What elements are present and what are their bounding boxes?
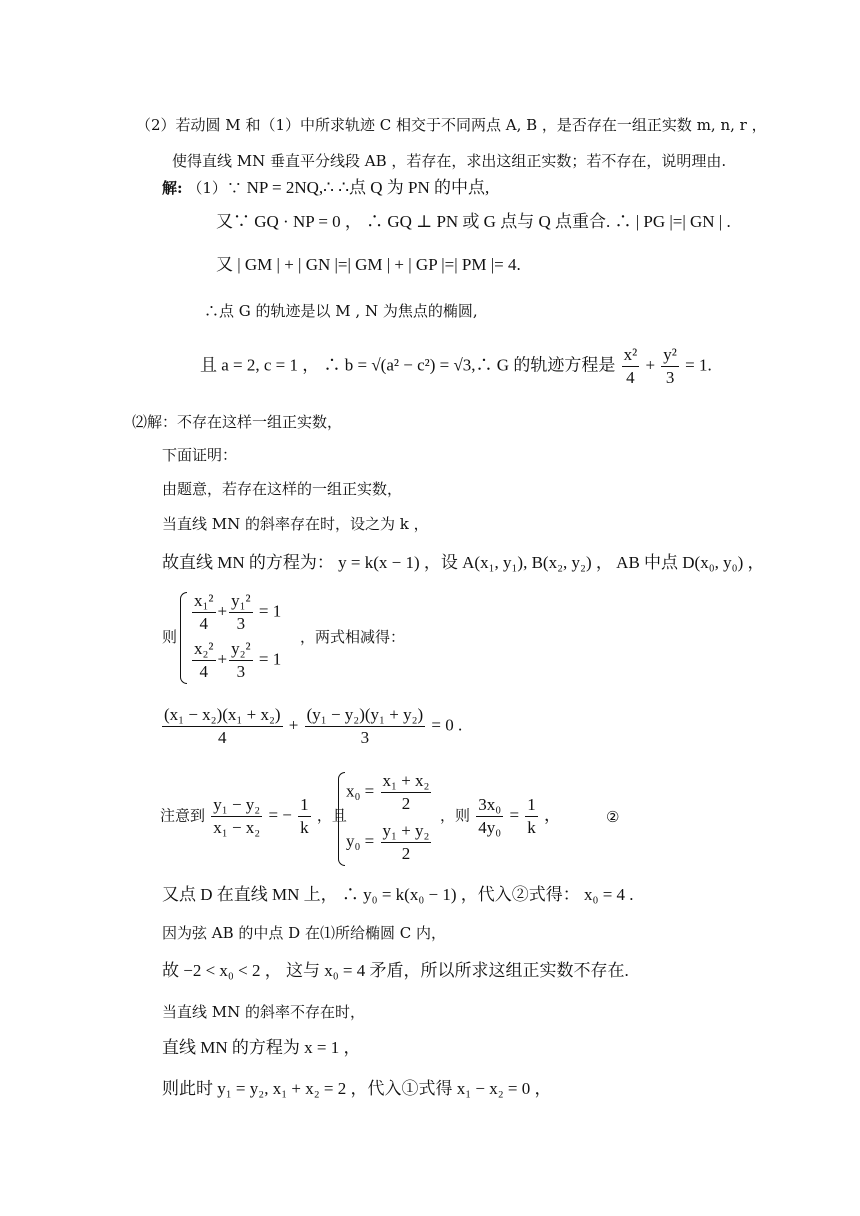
equation-rhs: = 1. (685, 355, 712, 375)
part2-midpoint-inside: 因为弦 AB 的中点 D 在⑴所给椭圆 C 内， (162, 924, 446, 942)
frac-den: k (300, 818, 309, 837)
eq-rhs: = 1 (258, 649, 282, 669)
frac-num: y₁² (229, 590, 253, 613)
equals: = (509, 805, 520, 825)
frac-den: 4 (199, 614, 209, 633)
comma: ， (544, 805, 562, 825)
eq-rhs: = 0 . (431, 715, 463, 735)
frac-num: y₂² (229, 638, 253, 661)
part2-slope-not-exist: 当直线 MN 的斜率不存在时， (162, 1003, 366, 1021)
frac-num: y² (661, 344, 679, 367)
frac-den: x₁ − x₂ (213, 818, 261, 837)
frac-y2sq-3 (229, 638, 253, 683)
midpoint-y0 (346, 820, 433, 865)
part2-vertical-line: 直线 MN 的方程为 x = 1 ， (162, 1038, 361, 1057)
frac-one-over-k (298, 794, 311, 839)
frac-num: y₁ − y₂ (211, 794, 262, 817)
system-eq2: $\frac{\text{x₂²}}{4}$ + $\frac{\text{y₂²}}{3}$ = 1 (194, 639, 282, 681)
equation-number-2: ② (606, 808, 620, 826)
frac-num: (y₁ − y₂)(y₁ + y₂) (305, 704, 426, 727)
eq-rhs: = 1 (258, 601, 282, 621)
subtraction-equation (160, 704, 462, 749)
frac-den: 3 (360, 728, 370, 747)
frac-y-sum (381, 820, 432, 865)
frac-den: 3 (236, 614, 246, 633)
y0-lhs: y₀ = (346, 831, 375, 851)
fraction-x2-over-4 (622, 344, 640, 389)
frac-num: 1 (298, 794, 311, 817)
problem-part2-line1: （2）若动圆 M 和（1）中所求轨迹 C 相交于不同两点 A, B ，是否存在一组正实数 m, n, r ， (136, 116, 767, 134)
equals-minus: = − (268, 805, 292, 825)
frac-den: k (527, 818, 536, 837)
frac-num: 3x₀ (476, 794, 503, 817)
part2-assumption: 由题意，若存在这样的一组正实数， (162, 480, 403, 498)
solution-line-5 (200, 344, 712, 389)
slope-relation (160, 794, 347, 839)
solution-line-4: ∴点 G 的轨迹是以 M , N 为焦点的椭圆, (204, 302, 478, 320)
frac-x1sq-4 (192, 590, 216, 635)
frac-num: x² (622, 344, 640, 367)
frac-den: 3 (236, 662, 246, 681)
part2-substitution: 又点 D 在直线 MN 上， ∴ y₀ = k(x₀ − 1) ，代入②式得： x₀ = 4 . (162, 885, 634, 904)
frac-3x0-4y0 (476, 794, 503, 839)
vector-relation-np-nq: NP = 2NQ,∴ ∴点 Q 为 PN 的中点, (246, 178, 490, 197)
frac-x-sum (381, 770, 432, 815)
part2-slope-exists: 当直线 MN 的斜率存在时，设之为 k ， (162, 515, 429, 533)
left-brace (180, 592, 187, 684)
problem-part2-line2: 使得直线 MN 垂直平分线段 AB ，若存在，求出这组正实数；若不存在，说明理由. (172, 152, 727, 170)
fraction-y2-over-3 (661, 344, 679, 389)
plus-sign: + (645, 355, 656, 375)
system-suffix: ，两式相减得： (300, 628, 406, 646)
system-eq1: $\frac{\text{x₁²}}{4}$ + $\frac{\text{y₁²}}{3}$ = 1 (194, 591, 282, 633)
frac-den: 4 (626, 368, 635, 387)
frac-den: 4 (218, 728, 227, 747)
frac-one-over-k (525, 794, 538, 839)
frac-num: 1 (525, 794, 538, 817)
frac-den: 4y₀ (478, 818, 502, 837)
frac-num: (x₁ − x₂)(x₁ + x₂) (162, 704, 283, 727)
part2-line-equation: 故直线 MN 的方程为： y = k(x − 1) ，设 A(x₁, y₁), B(x₂, y₂) ， AB 中点 D(x₀, y₀) ， (162, 553, 765, 572)
frac-y1sq-3 (229, 590, 253, 635)
left-brace (338, 772, 345, 866)
frac-num: x₁ + x₂ (381, 770, 432, 793)
frac-slope (211, 794, 262, 839)
frac-num: x₁² (192, 590, 216, 613)
midpoint-x0 (346, 770, 433, 815)
plus-sign: + (288, 715, 299, 735)
frac-num: x₂² (192, 638, 216, 661)
ellipse-params: 且 a = 2, c = 1 ， ∴ b = √(a² − c²) = √3,∴ G 的轨迹方程是 (200, 355, 616, 375)
frac-den: 2 (401, 794, 411, 813)
solution-line-1 (162, 177, 489, 199)
solution-label: 解: (162, 179, 183, 197)
frac-den: 4 (199, 662, 209, 681)
x0-lhs: x₀ = (346, 781, 375, 801)
part2-contradiction: 故 −2 < x₀ < 2 ， 这与 x₀ = 4 矛盾，所以所求这组正实数不存在. (162, 961, 629, 980)
frac-y-diff (305, 704, 426, 749)
then-word: ，则 (440, 806, 471, 825)
solution-line-3: 又 | GM | + | GN |=| GM | + | GP |=| PM |= 4. (216, 255, 521, 274)
ratio-relation (440, 794, 561, 839)
system-prefix: 则 (162, 628, 178, 646)
frac-num: y₁ + y₂ (381, 820, 432, 843)
frac-x2sq-4 (192, 638, 216, 683)
solution-line-2: 又∵ GQ · NP = 0 ， ∴ GQ ⊥ PN 或 G 点与 Q 点重合. ∴ | PG |=| GN | . (216, 212, 731, 231)
note-prefix: 注意到 (160, 806, 206, 825)
frac-den: 3 (665, 368, 675, 387)
part2-answer: ⑵解：不存在这样一组正实数， (132, 413, 343, 431)
conjunction: ，且 (316, 806, 347, 825)
frac-x-diff (162, 704, 283, 749)
solution-part1-marker: （1）∵ (187, 179, 242, 197)
part2-final-substitution: 则此时 y₁ = y₂, x₁ + x₂ = 2 ，代入①式得 x₁ − x₂ = 0 ， (162, 1079, 552, 1098)
part2-proof-intro: 下面证明： (162, 446, 238, 464)
frac-den: 2 (401, 844, 411, 863)
